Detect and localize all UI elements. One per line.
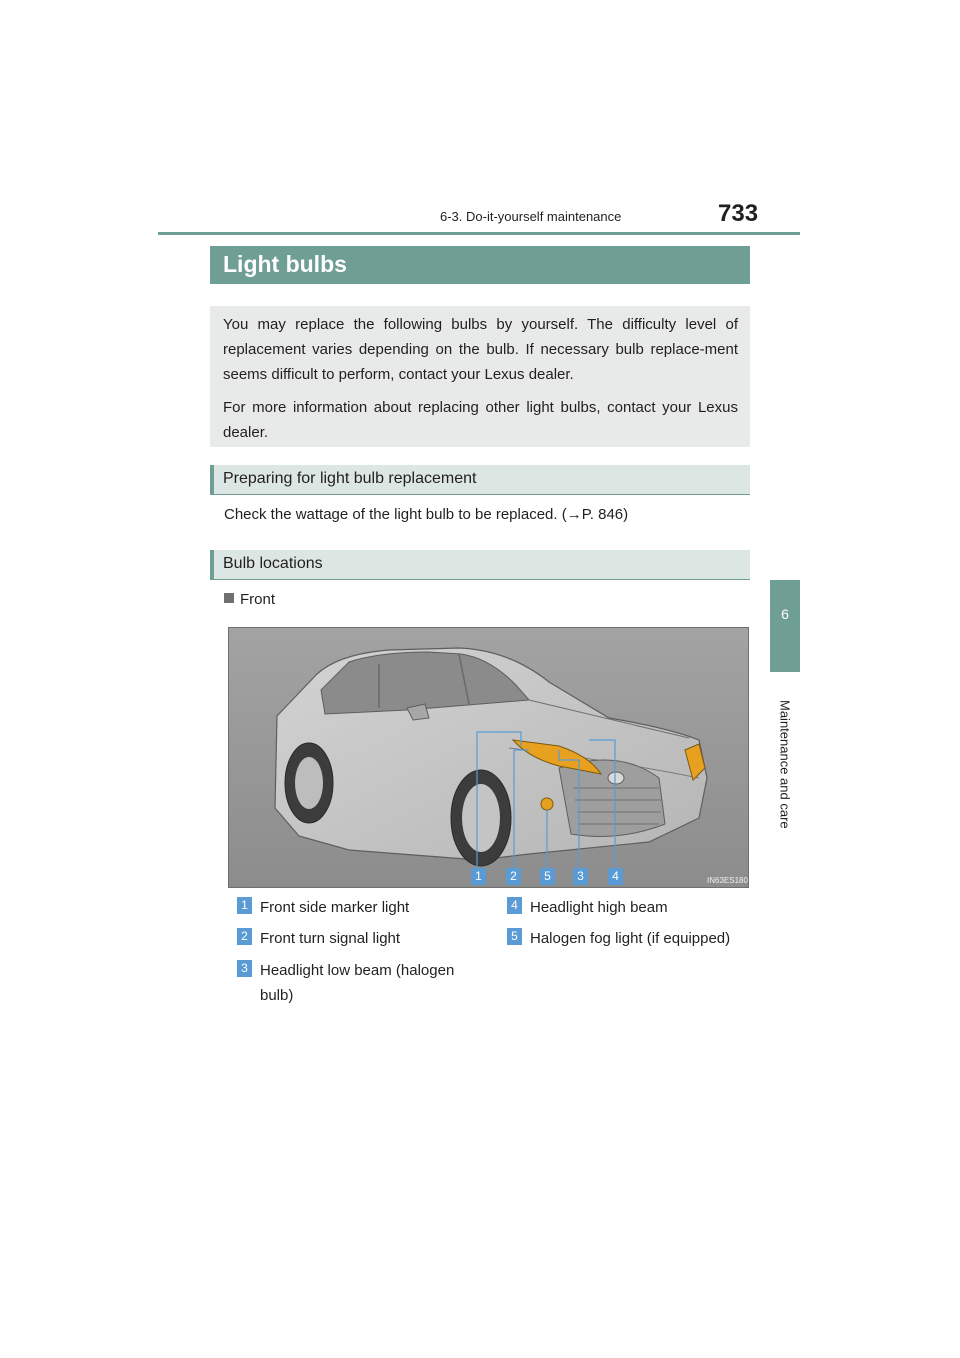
page-title-bar <box>210 246 750 284</box>
legend-text: Headlight high beam <box>530 899 668 916</box>
legend-text: Halogen fog light (if equipped) <box>530 930 731 947</box>
legend-badge: 5 <box>507 928 522 945</box>
callout-badge-4: 4 <box>608 868 623 885</box>
callout-badge-5: 5 <box>540 868 555 885</box>
intro-paragraph-2: For more information about replacing other light bulbs, contact your Lexus dealer. <box>223 399 738 441</box>
chapter-tab-label <box>772 700 798 900</box>
legend-item-1 <box>237 895 467 920</box>
header-rule <box>158 232 800 235</box>
legend-badge: 1 <box>237 897 252 914</box>
running-header-section: 6-3. Do-it-yourself maintenance <box>440 209 622 224</box>
legend-badge: 4 <box>507 897 522 914</box>
callout-badge-3: 3 <box>573 868 588 885</box>
intro-box <box>210 306 750 447</box>
section-heading-text: Preparing for light bulb replacement <box>223 470 477 487</box>
legend-item-3 <box>237 958 477 1008</box>
legend-badge: 3 <box>237 960 252 977</box>
legend-text: Front side marker light <box>260 899 410 916</box>
page-number: 733 <box>718 200 759 227</box>
subheading-front <box>224 591 275 608</box>
callout-badge-2: 2 <box>506 868 521 885</box>
legend-text: Headlight low beam (halogen bulb) <box>260 962 455 1004</box>
page-title: Light bulbs <box>223 251 347 277</box>
callout-badge-1: 1 <box>471 868 486 885</box>
legend-text: Front turn signal light <box>260 930 401 947</box>
car-drawing <box>229 628 749 888</box>
section-heading-bulb-locations <box>210 550 750 580</box>
legend-item-4 <box>507 895 747 920</box>
figure-code: IN63ES180 <box>707 876 748 885</box>
legend-badge: 2 <box>237 928 252 945</box>
intro-paragraph-1: You may replace the following bulbs by yourself. The difficulty level of replacement varies depending on the bulb. If necessary bulb replace-ment seems difficult to perform, contact your Lexus dealer. <box>223 316 738 383</box>
section-heading-marker <box>210 550 214 580</box>
legend-item-5 <box>507 926 747 951</box>
square-bullet-icon <box>224 593 234 603</box>
section-heading-text: Bulb locations <box>223 555 323 572</box>
section-heading-preparing <box>210 465 750 495</box>
section-heading-marker <box>210 465 214 495</box>
subheading-front-text: Front <box>240 591 276 608</box>
chapter-tab[interactable] <box>770 580 800 672</box>
chapter-tab-number: 6 <box>781 606 789 622</box>
legend-item-2 <box>237 926 467 951</box>
chapter-tab-label-text: Maintenance and care <box>777 700 793 829</box>
car-front-illustration <box>228 627 749 888</box>
preparing-text[interactable]: Check the wattage of the light bulb to be replaced. (→P. 846) <box>224 506 629 523</box>
